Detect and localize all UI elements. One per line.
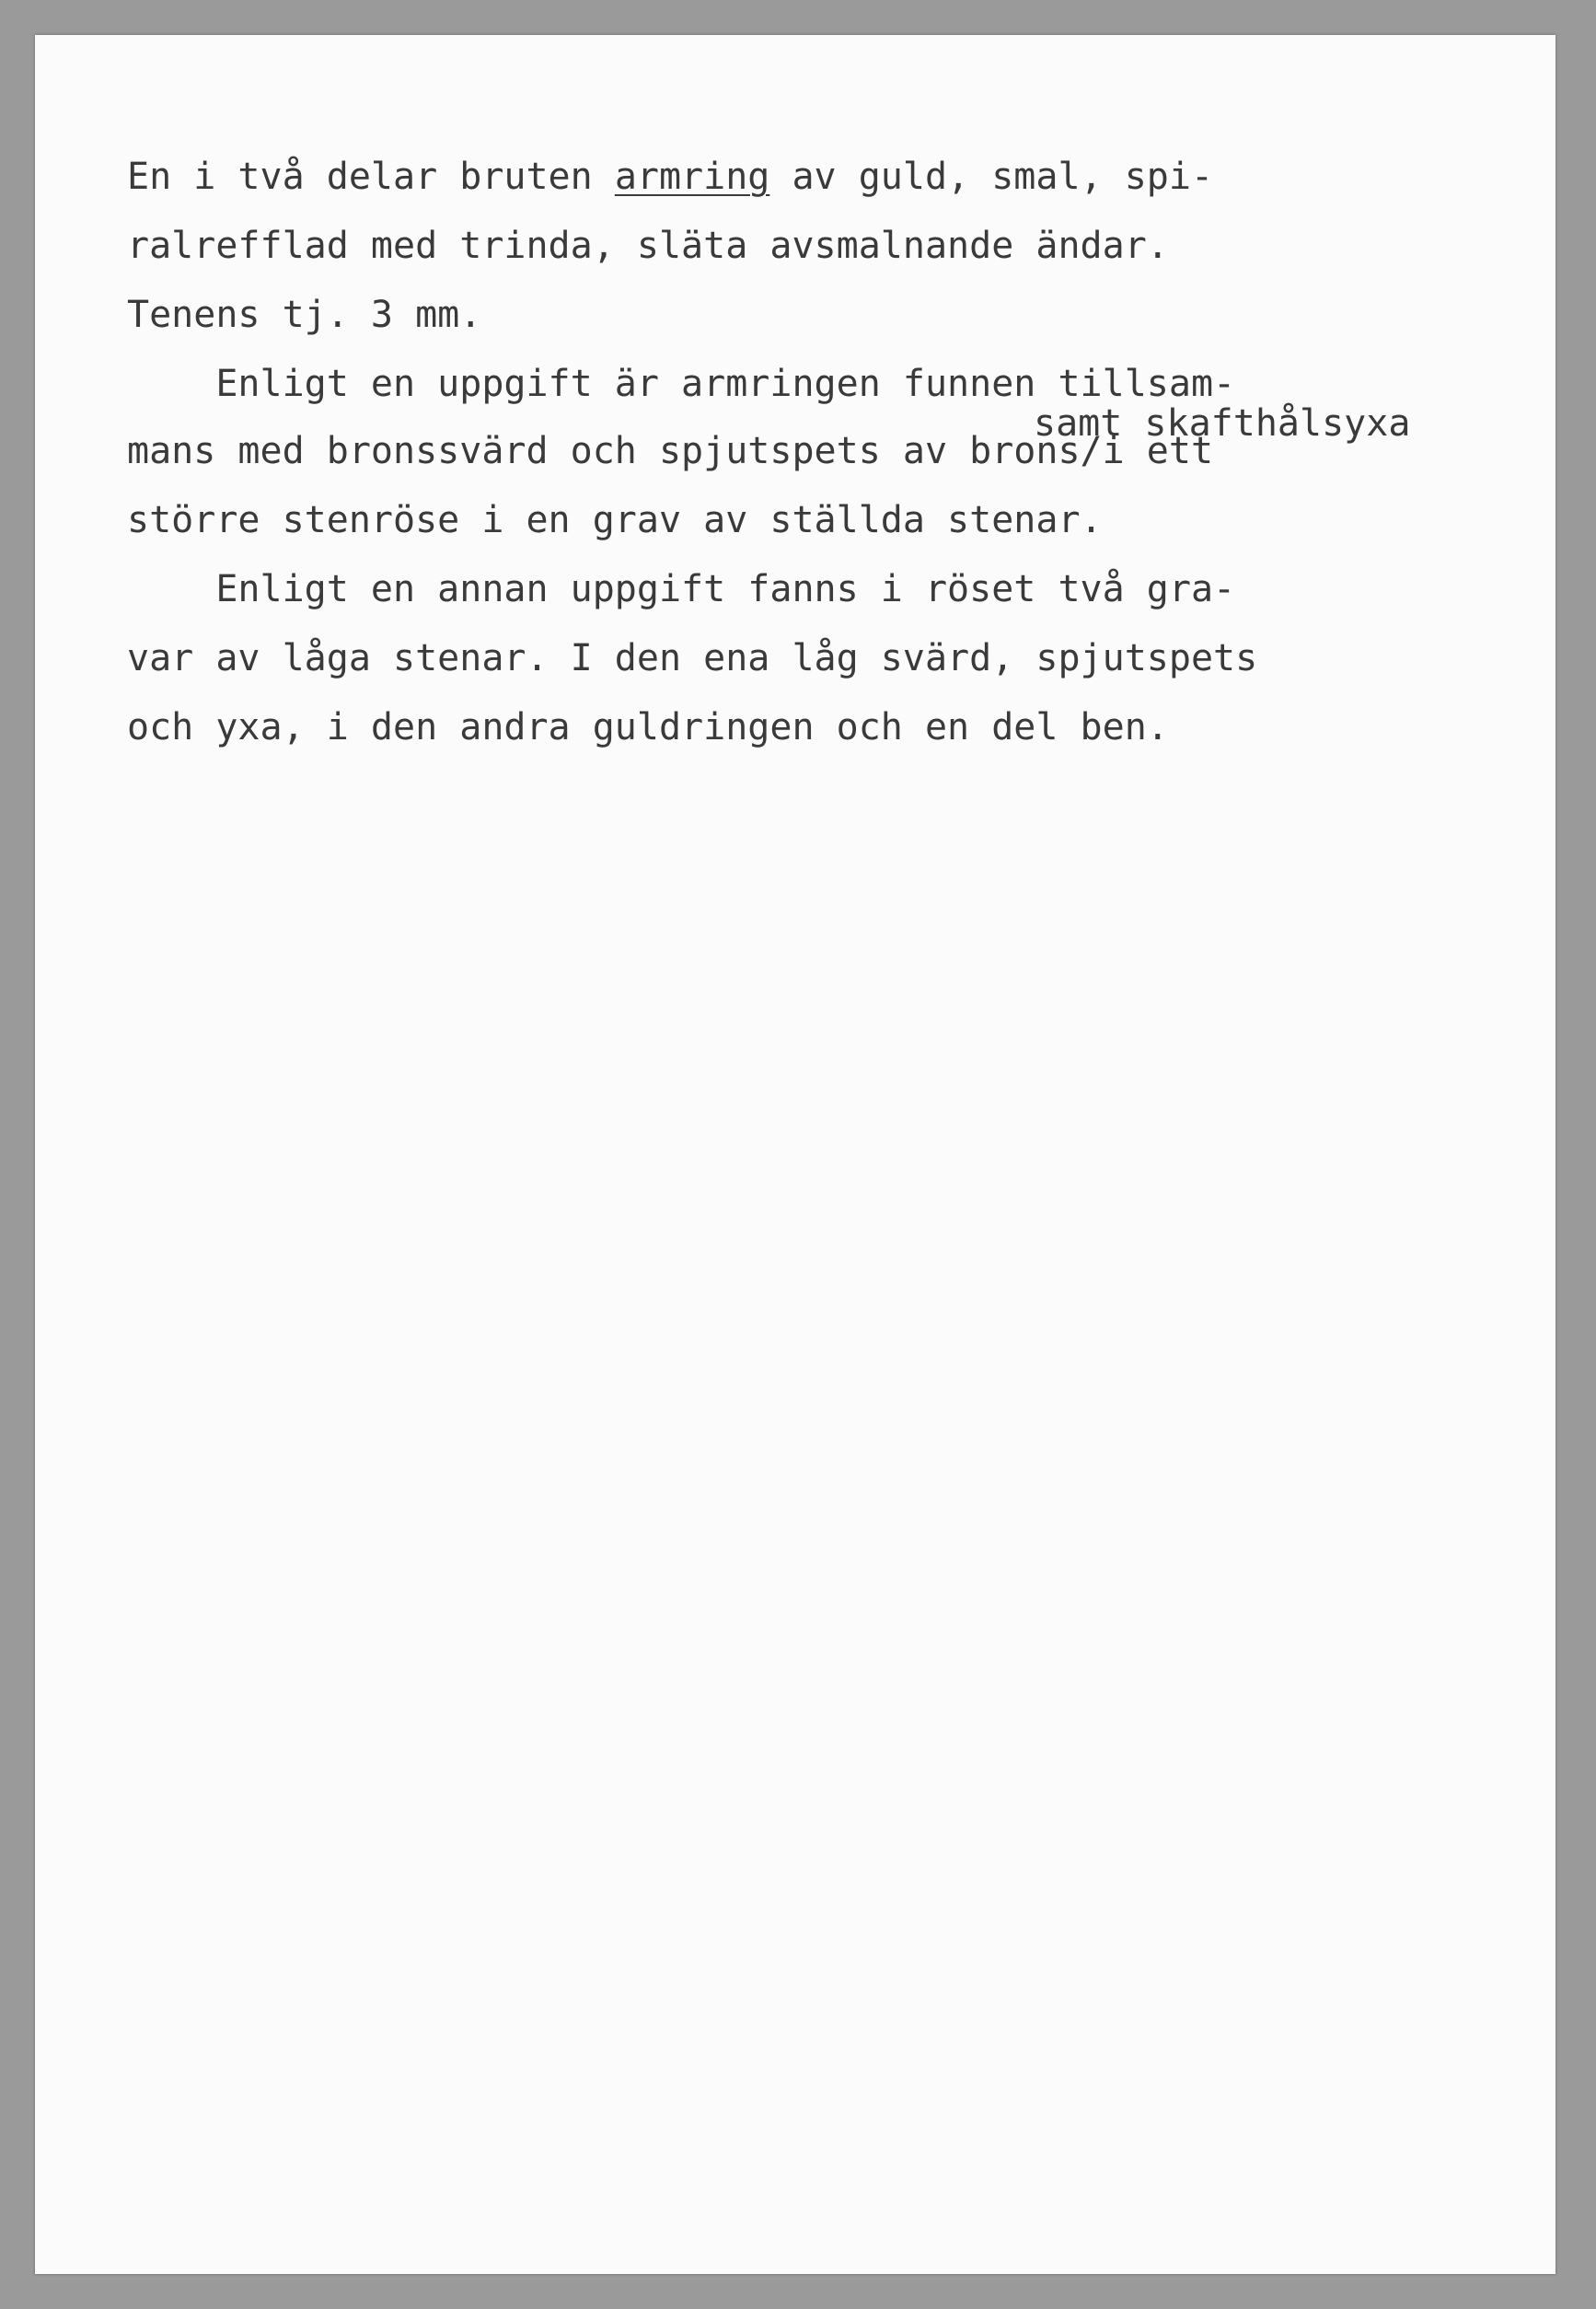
text-line: ralrefflad med trinda, släta avsmalnande ändar. <box>127 225 1169 267</box>
text-line: och yxa, i den andra guldringen och en del ben. <box>127 706 1169 748</box>
index-card <box>35 35 1556 2274</box>
text-line: Enligt en annan uppgift fanns i röset två gra- <box>127 568 1236 610</box>
underlined-word: armring <box>614 156 770 198</box>
text-line: mans med bronssvärd och spjutspets av brons/i ett <box>127 430 1214 472</box>
text-fragment: En i två delar bruten <box>127 156 615 198</box>
text-line: större stenröse i en grav av ställda stenar. <box>127 499 1103 541</box>
interlinear-insertion: samt skafthålsyxa <box>1034 402 1411 445</box>
text-line: Tenens tj. 3 mm. <box>127 294 482 336</box>
typed-text <box>127 155 1581 748</box>
text-line: Enligt en uppgift är armringen funnen tillsam- <box>127 363 1236 405</box>
text-line: var av låga stenar. I den ena låg svärd, spjutspets <box>127 637 1258 679</box>
text-line <box>127 155 1213 199</box>
text-fragment: av guld, smal, spi- <box>769 156 1214 198</box>
